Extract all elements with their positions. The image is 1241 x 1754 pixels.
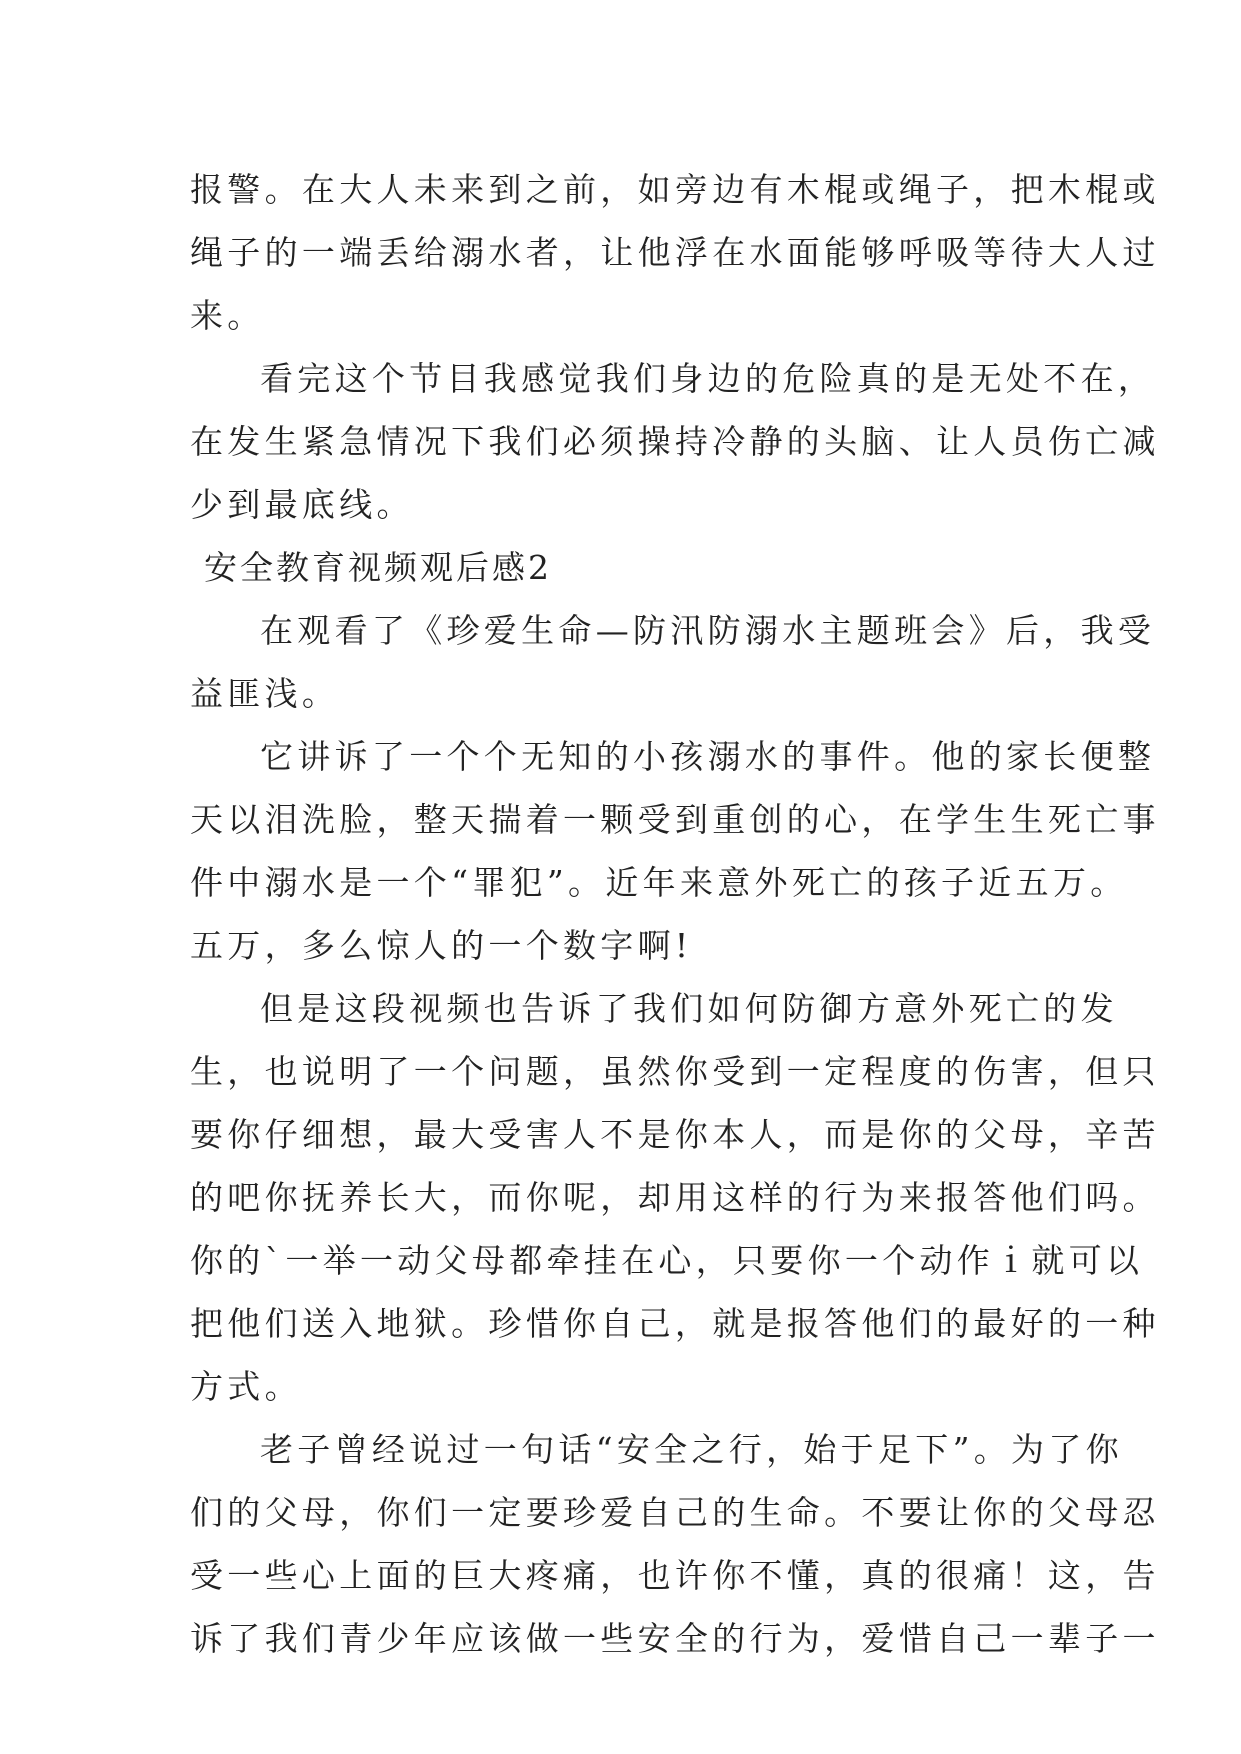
text-line: 天以泪洗脸，整天揣着一颗受到重创的心，在学生生死亡事 xyxy=(190,800,1160,839)
text-line: 你的`一举一动父母都牵挂在心，只要你一个动作ｉ就可以 xyxy=(190,1241,1144,1280)
text-line: 受一些心上面的巨大疼痛，也许你不懂，真的很痛！这，告 xyxy=(190,1556,1160,1595)
text-line: 绳子的一端丢给溺水者，让他浮在水面能够呼吸等待大人过 xyxy=(190,233,1160,272)
text-line: 它讲诉了一个个无知的小孩溺水的事件。他的家长便整 xyxy=(260,737,1156,776)
text-line: 诉了我们青少年应该做一些安全的行为，爱惜自己一辈子一 xyxy=(190,1619,1160,1658)
paragraph-3 xyxy=(190,599,1156,725)
text-line: 在发生紧急情况下我们必须操持冷静的头脑、让人员伤亡减 xyxy=(190,422,1160,461)
text-line: 在观看了《珍爱生命—防汛防溺水主题班会》后，我受 xyxy=(260,611,1156,650)
section-heading: 安全教育视频观后感2 xyxy=(204,548,552,587)
text-line: 的吧你抚养长大，而你呢，却用这样的行为来报答他们吗。 xyxy=(190,1178,1160,1217)
text-line: 把他们送入地狱。珍惜你自己，就是报答他们的最好的一种 xyxy=(190,1304,1160,1343)
text-line: 件中溺水是一个“罪犯”。近年来意外死亡的孩子近五万。 xyxy=(190,863,1128,902)
text-line: 报警。在大人未来到之前，如旁边有木棍或绳子，把木棍或 xyxy=(190,170,1160,209)
text-line: 们的父母，你们一定要珍爱自己的生命。不要让你的父母忍 xyxy=(190,1493,1160,1532)
text-line: 但是这段视频也告诉了我们如何防御方意外死亡的发 xyxy=(260,989,1118,1028)
text-line: 五万，多么惊人的一个数字啊! xyxy=(190,926,693,965)
text-line: 生，也说明了一个问题，虽然你受到一定程度的伤害，但只 xyxy=(190,1052,1160,1091)
text-line: 看完这个节目我感觉我们身边的危险真的是无处不在， xyxy=(260,359,1156,398)
text-line: 益匪浅。 xyxy=(190,674,340,713)
paragraph-1 xyxy=(190,158,1160,347)
paragraph-5 xyxy=(190,977,1160,1418)
paragraph-4 xyxy=(190,725,1160,977)
text-line: 老子曾经说过一句话“安全之行，始于足下”。为了你 xyxy=(260,1430,1123,1469)
text-line: 方式。 xyxy=(190,1367,302,1406)
text-line: 少到最底线。 xyxy=(190,485,414,524)
document-body xyxy=(190,158,1160,1670)
text-line: 来。 xyxy=(190,296,265,335)
text-line: 要你仔细想，最大受害人不是你本人，而是你的父母，辛苦 xyxy=(190,1115,1160,1154)
paragraph-2 xyxy=(190,347,1160,536)
paragraph-6 xyxy=(190,1418,1160,1670)
